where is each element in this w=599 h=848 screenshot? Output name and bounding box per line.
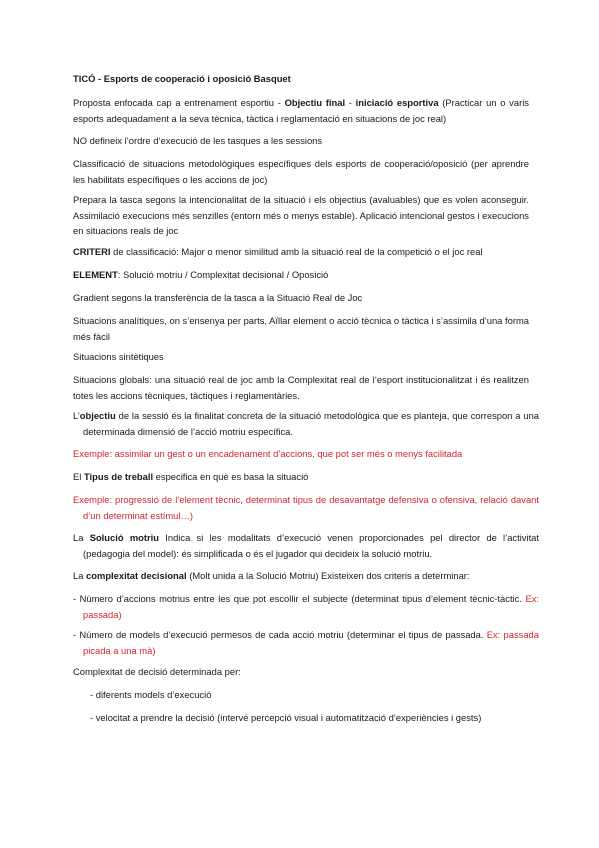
paragraph-synthetic: Situacions sintètiques bbox=[73, 351, 164, 362]
text: Indica si les modalitats d’execució venen proporcionades pel director de l’activitat (pedagogia del model): és simplificada o és el jugador qui decideix la solució motriu. bbox=[83, 532, 539, 559]
text: - bbox=[345, 97, 356, 108]
paragraph-motor-solution bbox=[73, 530, 539, 561]
paragraph-decision: Complexitat de decisió determinada per: bbox=[73, 666, 241, 677]
paragraph-proposal bbox=[73, 95, 529, 126]
example-inline: Ex: passada picada a una mà) bbox=[83, 629, 539, 656]
text: Proposta enfocada cap a entrenament esportiu - bbox=[73, 97, 285, 108]
bold-work-type: Tipus de treball bbox=[83, 471, 154, 482]
text: (Practicar un o varis esports adequadament a la seva tècnica, tàctica i reglamentació en situacions de joc real) bbox=[73, 97, 529, 124]
bullet-item: - velocitat a prendre la decisió (intervé percepció visual i automatització d’experiències i gests) bbox=[90, 712, 482, 723]
bold-criteri: CRITERI bbox=[73, 246, 111, 257]
example-text: Exemple: assimilar un gest o un encadenament d’accions, que pot ser més o menys facilitada bbox=[73, 448, 463, 459]
text: especifica en què es basa la situació bbox=[153, 471, 309, 482]
text: La bbox=[73, 532, 90, 543]
bullet-item: - diferents models d’execució bbox=[90, 689, 212, 700]
list-item bbox=[73, 627, 539, 658]
paragraph-classification: Classificació de situacions metodològiques específiques dels esports de cooperació/oposició (per aprendre les habilitats específiques o les accions de joc) bbox=[73, 158, 529, 185]
paragraph-gradient: Gradient segons la transferència de la tasca a la Situació Real de Joc bbox=[73, 292, 363, 303]
paragraph-work-type bbox=[73, 469, 529, 485]
text: El bbox=[73, 471, 84, 482]
text: : Solució motriu / Complexitat decisional / Oposició bbox=[117, 269, 329, 280]
paragraph-element bbox=[73, 267, 529, 283]
paragraph-objective bbox=[73, 408, 539, 439]
bold-objectiu: objectiu bbox=[79, 410, 116, 421]
example-inline: Ex: passada) bbox=[83, 593, 539, 620]
paragraph-criterion bbox=[73, 244, 529, 260]
list-item bbox=[73, 591, 539, 622]
text: - Número de models d’execució permesos de cada acció motriu (determinar el tipus de passada. bbox=[73, 629, 487, 640]
text: (Molt unida a la Solució Motriu) Existeixen dos criteris a determinar: bbox=[186, 570, 470, 581]
text: de classificació: Major o menor similitud amb la situació real de la competició o el joc real bbox=[110, 246, 483, 257]
title-rest: - Esports de cooperació i oposició Basquet bbox=[95, 73, 291, 84]
paragraph-prepare: Prepara la tasca segons la intencionalitat de la situació i els objectius (avaluables) que es volen aconseguir. Assimilació execucions més senzilles (entorn més o menys estable). Aplicació intencional gestos i execucions en situacions reals de joc bbox=[73, 194, 529, 237]
paragraph-complexity bbox=[73, 568, 529, 584]
bold-motor-solution: Solució motriu bbox=[89, 532, 159, 543]
paragraph-analytic: Situacions analítiques, on s’ensenya per parts, Aïllar element o acció tècnica o tàctica i s’assimila d’una forma més fàcil bbox=[73, 315, 529, 342]
paragraph-global: Situacions globals: una situació real de joc amb la Complexitat real de l’esport institucionalitzat i és realitzen totes les accions tècniques, tàctiques i reglamentàries. bbox=[73, 374, 529, 401]
document-title bbox=[73, 71, 529, 87]
title-bold: TICÓ bbox=[73, 73, 96, 84]
text: L’ bbox=[73, 410, 80, 421]
text: de la sessió és la finalitat concreta de la situació metodològica que es planteja, que correspon a una determinada dimensió de l’acció motriu específica. bbox=[83, 410, 539, 437]
example-text: Exemple: progressió de l’element tècnic, determinat tipus de desavantatge defensiva o ofensiva, relació davant d’un determinat estímul…) bbox=[73, 494, 539, 521]
bold-objective: Objectiu final bbox=[284, 97, 346, 108]
text: - Número d’accions motrius entre les que pot escollir el subjecte (determinat tipus d’element tècnic-tàctic. bbox=[73, 593, 526, 604]
text: La bbox=[73, 570, 87, 581]
bold-element: ELEMENT bbox=[73, 269, 118, 280]
bold-initiation: iniciació esportiva bbox=[355, 97, 439, 108]
paragraph-order: NO defineix l’ordre d’execució de les tasques a les sessions bbox=[73, 135, 323, 146]
bold-complexity: complexitat decisional bbox=[86, 570, 187, 581]
